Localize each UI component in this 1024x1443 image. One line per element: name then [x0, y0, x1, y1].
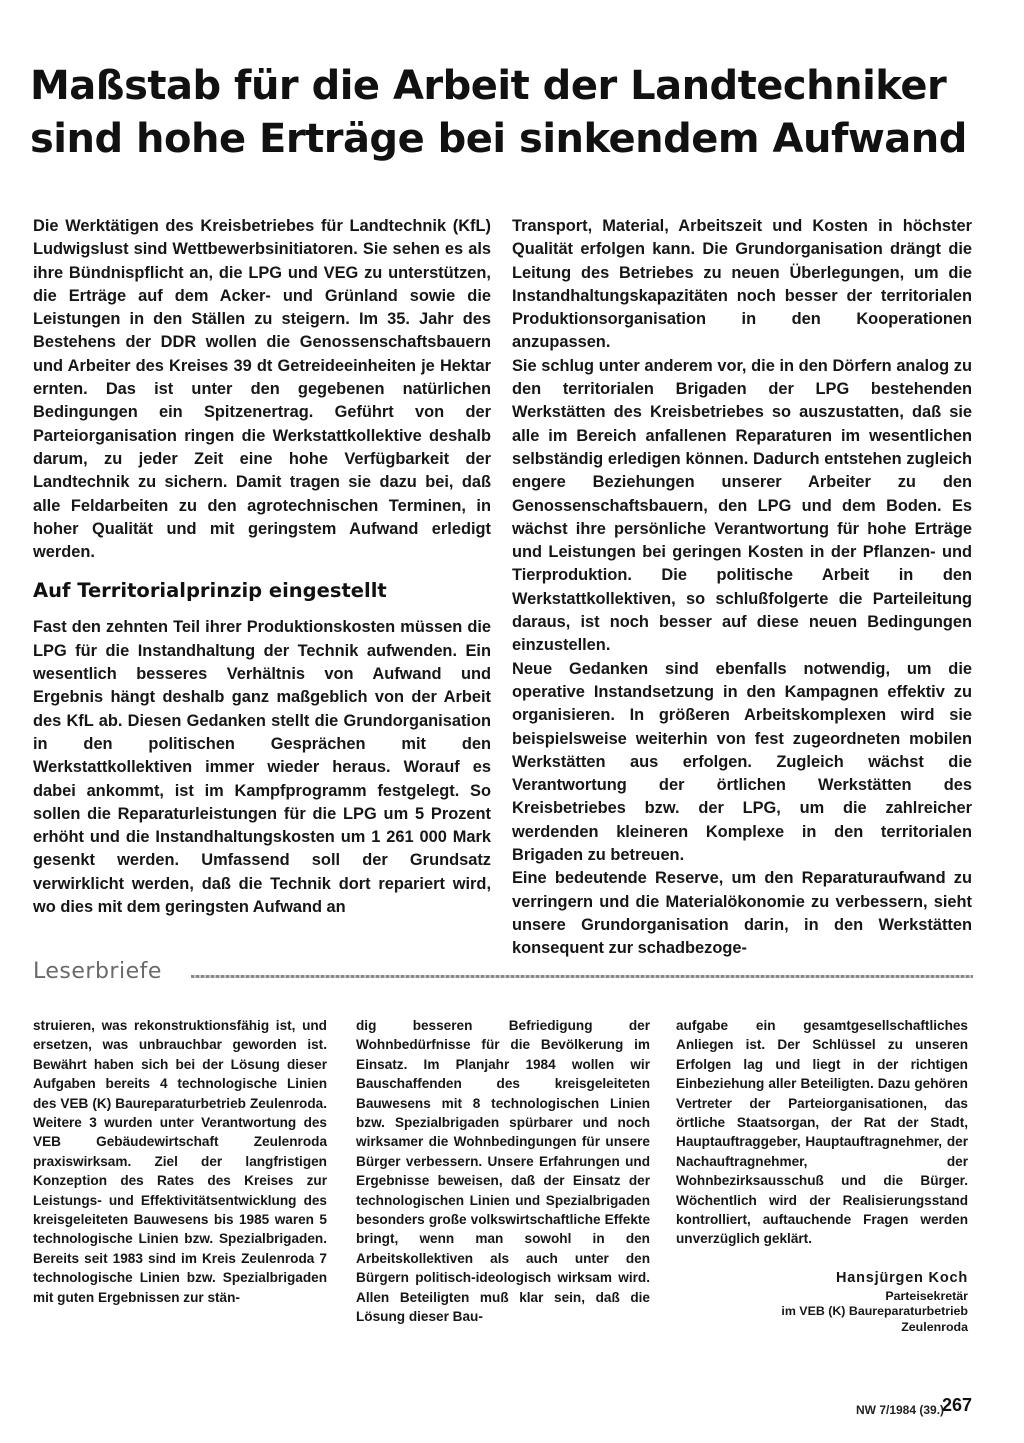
letter-column-2	[356, 1016, 650, 1327]
rubric-divider	[191, 975, 973, 978]
letter-column-1	[33, 1016, 327, 1307]
article-subheading: Auf Territorialprinzip eingestellt	[33, 579, 387, 603]
article-column-left	[33, 215, 491, 919]
letter-column-3	[676, 1016, 968, 1335]
signature-name: Hansjürgen Koch	[835, 1269, 968, 1286]
article-paragraph: Transport, Material, Arbeitszeit und Kosten in höchster Qualität erfolgen kann. Die Grundorganisation drängt die Leitung des Betriebes zu neuen Überlegungen, um die Instandhaltungskapazitäten noch besser der territorialen Produktionsorganisation in den Kooperationen anzupassen.	[512, 217, 972, 352]
signature-role: Parteisekretär	[885, 1288, 968, 1303]
letter-paragraph: dig besseren Befriedigung der Wohnbedürfnisse für die Bevölkerung im Einsatz. Im Planjahr 1984 wollen wir Bauschaffenden des kreisgeleiteten Bauwesens mit 8 technologischen Linien bzw. Spezialbrigaden spürbarer und noch wirksamer die Wohnbedingungen für unsere Bürger verbessern. Unsere Erfahrungen und Ergebnisse beweisen, daß der Einsatz der technologischen Linien und Spezialbrigaden besonders große volkswirtschaftliche Effekte bringt, wenn man sowohl in den Arbeitskollektiven als auch unter den Bürgern politisch-ideologisch wirksam wird. Allen Beteiligten muß klar sein, daß die Lösung dieser Bau-	[356, 1018, 650, 1325]
article-paragraph: Neue Gedanken sind ebenfalls notwendig, um die operative Instandsetzung in den Kampagnen effektiv zu organisieren. In größeren Arbeitskomplexen wird sie beispielsweise weiterhin von fest zugeordneten mobilen Werkstätten aus erfolgen. Zugleich wächst die Verantwortung der örtlichen Werkstätten des Kreisbetriebes bzw. der LPG, um die zahlreicher werdenden kleineren Komplexe in den territorialen Brigaden zu betreuen.	[512, 659, 972, 865]
signature-organization: im VEB (K) Baureparaturbetrieb	[781, 1304, 968, 1319]
footer-issue: NW 7/1984 (39.)	[856, 1403, 945, 1417]
article-column-right	[512, 215, 972, 961]
letter-paragraph: aufgabe ein gesamtgesellschaftliches Anliegen ist. Der Schlüssel zu unseren Erfolgen lag und liegt in der richtigen Einbeziehung aller Beteiligten. Dazu gehören Vertreter der Parteiorganisationen, das örtliche Staatsorgan, der Rat der Stadt, Hauptauftraggeber, Hauptauftragnehmer, der Nachauftragnehmer, der Wohnbezirksausschuß und die Bürger. Wöchentlich wird der Realisierungsstand kontrolliert, auftauchende Fragen werden unverzüglich geklärt.	[676, 1018, 968, 1247]
article-paragraph: Fast den zehnten Teil ihrer Produktionskosten müssen die LPG für die Instandhaltung der Technik aufwenden. Ein wesentlich besseres Verhältnis von Aufwand und Ergebnis hängt deshalb ganz maßgeblich von der Arbeit des KfL ab. Diesen Gedanken stellt die Grundorganisation in den politischen Gesprächen mit den Werkstattkollektiven immer wieder heraus. Worauf es dabei ankommt, ist im Kampfprogramm festgelegt. So sollen die Reparaturleistungen für die LPG um 5 Prozent erhöht und die Instandhaltungskosten um 1 261 000 Mark gesenkt werden. Umfassend soll der Grundsatz verwirklicht werden, daß die Technik dort repariert wird, wo dies mit dem geringsten Aufwand an	[33, 618, 491, 917]
leserbriefe-rubric	[33, 958, 973, 988]
letter-signature	[676, 1267, 968, 1336]
headline-line-1: Maßstab für die Arbeit der Landtechniker	[30, 63, 947, 109]
article-paragraph: Die Werktätigen des Kreisbetriebes für Landtechnik (KfL) Ludwigslust sind Wettbewerbsinitiatoren. Sie sehen es als ihre Bündnispflicht an, die LPG und VEG zu unterstützen, die Erträge auf dem Acker- und Grünland sowie die Leistungen in den Ställen zu steigern. Im 35. Jahr des Bestehens der DDR wollen die Genossenschaftsbauern und Arbeiter des Kreises 39 dt Getreideeinheiten je Hektar ernten. Das ist unter den gegebenen natürlichen Bedingungen ein Spitzenertrag. Geführt von der Parteiorganisation ringen die Werkstattkollektive deshalb darum, zu jeder Zeit eine hohe Verfügbarkeit der Landtechnik zu sichern. Damit tragen sie dazu bei, daß alle Feldarbeiten zu den agrotechnischen Terminen, in hoher Qualität und mit geringstem Aufwand erledigt werden.	[33, 217, 491, 562]
page-number: 267	[942, 1395, 973, 1415]
headline	[30, 60, 990, 166]
letter-paragraph: struieren, was rekonstruktionsfähig ist, und ersetzen, was unbrauchbar geworden ist. Bewährt haben sich bei der Lösung dieser Aufgaben bereits 4 technologische Linien des VEB (K) Baureparaturbetrieb Zeulenroda. Weitere 3 wurden unter Verantwortung des VEB Gebäudewirtschaft Zeulenroda praxiswirksam. Ziel der langfristigen Konzeption des Rates des Kreises zur Leistungs- und Effektivitätsentwicklung des kreisgeleiteten Bauwesens bis 1985 waren 5 technologische Linien bzw. Spezialbrigaden. Bereits seit 1983 sind im Kreis Zeulenroda 7 technologische Linien bzw. Spezialbrigaden mit guten Ergebnissen zur stän-	[33, 1018, 327, 1305]
article-paragraph: Eine bedeutende Reserve, um den Reparaturaufwand zu verringern und die Materialökonomie zu verbessern, sieht unsere Grundorganisation darin, in den Werkstätten konsequent zur schadbezoge-	[512, 869, 972, 958]
headline-line-2: sind hohe Erträge bei sinkendem Aufwand	[30, 116, 967, 162]
article-paragraph: Sie schlug unter anderem vor, die in den Dörfern analog zu den territorialen Brigaden der LPG bestehenden Werkstätten des Kreisbetriebes so auszustatten, daß sie alle im Bereich anfallenen Reparaturen im wesentlichen selbständig erledigen können. Dadurch entstehen zugleich engere Beziehungen unserer Arbeiter zu den Genossenschaftsbauern, den LPG und dem Boden. Es wächst ihre persönliche Verantwortung für hohe Erträge und Leistungen bei geringen Kosten in der Pflanzen- und Tierproduktion. Die politische Arbeit in den Werkstattkollektiven, so schlußfolgerte die Parteileitung daraus, ist noch besser auf diese neuen Bedingungen einzustellen.	[512, 356, 972, 655]
rubric-label: Leserbriefe	[33, 959, 162, 984]
signature-location: Zeulenroda	[901, 1319, 968, 1334]
